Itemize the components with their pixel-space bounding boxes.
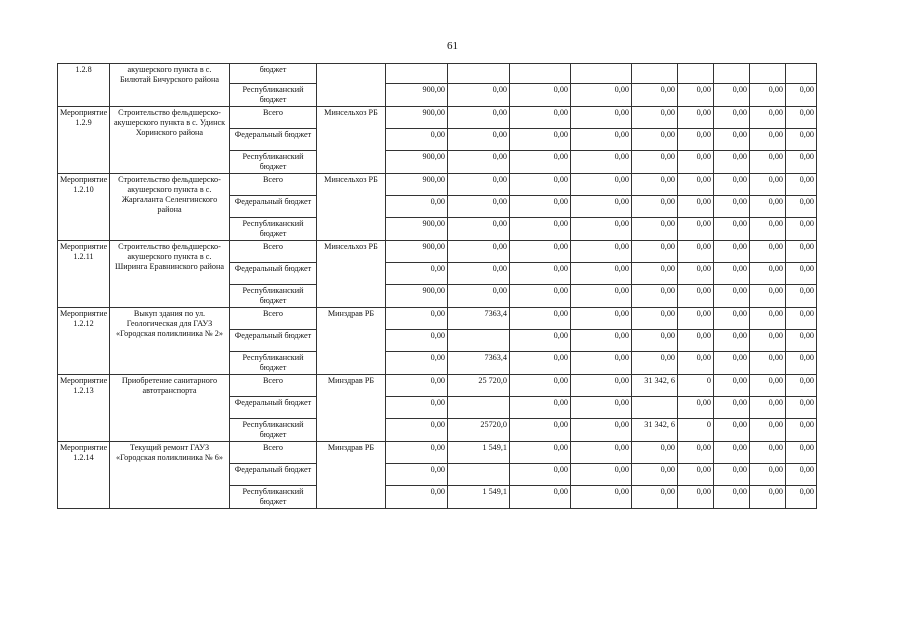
value-cell: 0,00 (510, 464, 571, 486)
value-cell: 0,00 (510, 330, 571, 352)
value-cell: 0,00 (632, 129, 678, 151)
value-cell: 0,00 (714, 107, 750, 129)
value-cell: 0,00 (750, 129, 786, 151)
value-cell (448, 464, 510, 486)
value-cell: 0,00 (714, 442, 750, 464)
measure-name-cell: Приобретение санитарного автотранспорта (110, 375, 230, 442)
value-cell: 0,00 (386, 129, 448, 151)
value-cell: 0,00 (714, 84, 750, 107)
value-cell: 0,00 (678, 84, 714, 107)
value-cell: 0,00 (448, 285, 510, 308)
funding-source-cell: Республиканский бюджет (230, 151, 317, 174)
value-cell: 900,00 (386, 218, 448, 241)
value-cell: 0,00 (678, 129, 714, 151)
funding-source-cell: бюджет (230, 64, 317, 84)
value-cell: 0,00 (510, 151, 571, 174)
table-body (58, 64, 817, 509)
value-cell: 0,00 (678, 352, 714, 375)
value-cell: 0,00 (510, 263, 571, 285)
value-cell: 25720,0 (448, 419, 510, 442)
value-cell: 0,00 (750, 174, 786, 196)
value-cell: 0,00 (448, 84, 510, 107)
value-cell: 0,00 (750, 330, 786, 352)
value-cell: 0,00 (571, 218, 632, 241)
value-cell: 0,00 (786, 107, 817, 129)
value-cell: 0,00 (714, 352, 750, 375)
table-row (58, 241, 817, 263)
value-cell (386, 64, 448, 84)
measure-id-cell: Мероприятие 1.2.12 (58, 308, 110, 375)
value-cell: 0,00 (786, 352, 817, 375)
measure-id-cell: Мероприятие 1.2.14 (58, 442, 110, 509)
value-cell: 0,00 (386, 486, 448, 509)
value-cell: 0,00 (510, 241, 571, 263)
value-cell: 0,00 (786, 464, 817, 486)
value-cell: 0,00 (786, 151, 817, 174)
value-cell: 0,00 (632, 196, 678, 218)
value-cell: 0,00 (386, 330, 448, 352)
value-cell: 0,00 (386, 442, 448, 464)
value-cell (571, 64, 632, 84)
value-cell: 0,00 (750, 263, 786, 285)
value-cell: 0,00 (571, 241, 632, 263)
value-cell: 0,00 (510, 174, 571, 196)
value-cell: 0,00 (750, 107, 786, 129)
value-cell: 0,00 (750, 486, 786, 509)
value-cell: 0,00 (448, 218, 510, 241)
value-cell: 0,00 (632, 151, 678, 174)
funding-source-cell: Всего (230, 375, 317, 397)
funding-source-cell: Всего (230, 308, 317, 330)
value-cell: 0,00 (510, 129, 571, 151)
value-cell: 0,00 (632, 107, 678, 129)
value-cell (632, 397, 678, 419)
value-cell: 0,00 (386, 263, 448, 285)
value-cell: 0,00 (448, 241, 510, 263)
value-cell: 0,00 (510, 107, 571, 129)
value-cell: 900,00 (386, 174, 448, 196)
funding-source-cell: Федеральный бюджет (230, 464, 317, 486)
value-cell: 0,00 (386, 419, 448, 442)
value-cell: 0,00 (571, 330, 632, 352)
value-cell: 0,00 (786, 442, 817, 464)
value-cell: 0,00 (510, 442, 571, 464)
value-cell: 0,00 (786, 330, 817, 352)
value-cell: 7363,4 (448, 352, 510, 375)
value-cell: 7363,4 (448, 308, 510, 330)
value-cell: 0,00 (571, 308, 632, 330)
measure-id-cell: 1.2.8 (58, 64, 110, 107)
value-cell: 0,00 (678, 218, 714, 241)
value-cell: 0,00 (571, 419, 632, 442)
value-cell: 0,00 (678, 464, 714, 486)
measure-name-cell: акушерского пункта в с. Билютай Бичурского района (110, 64, 230, 107)
value-cell: 0,00 (632, 241, 678, 263)
table-row (58, 375, 817, 397)
value-cell: 0,00 (632, 218, 678, 241)
value-cell: 0,00 (571, 352, 632, 375)
value-cell: 0,00 (714, 196, 750, 218)
value-cell: 900,00 (386, 84, 448, 107)
value-cell: 0,00 (571, 375, 632, 397)
value-cell: 0,00 (510, 352, 571, 375)
funding-source-cell: Всего (230, 442, 317, 464)
value-cell: 0,00 (632, 285, 678, 308)
table-row (58, 308, 817, 330)
value-cell: 0,00 (678, 285, 714, 308)
value-cell: 0,00 (678, 263, 714, 285)
value-cell: 0,00 (510, 397, 571, 419)
value-cell: 0,00 (386, 397, 448, 419)
value-cell: 0,00 (750, 352, 786, 375)
value-cell: 0,00 (571, 464, 632, 486)
value-cell (632, 64, 678, 84)
value-cell: 0,00 (714, 218, 750, 241)
funding-source-cell: Республиканский бюджет (230, 419, 317, 442)
value-cell (448, 64, 510, 84)
value-cell: 0,00 (786, 263, 817, 285)
value-cell: 0,00 (571, 263, 632, 285)
value-cell: 0,00 (714, 129, 750, 151)
value-cell: 0,00 (632, 442, 678, 464)
value-cell: 0,00 (714, 285, 750, 308)
value-cell: 0,00 (448, 129, 510, 151)
value-cell: 0,00 (714, 241, 750, 263)
value-cell: 0,00 (786, 486, 817, 509)
value-cell: 1 549,1 (448, 486, 510, 509)
executor-cell: Минсельхоз РБ (317, 107, 386, 174)
value-cell: 0,00 (714, 464, 750, 486)
value-cell: 0,00 (571, 397, 632, 419)
value-cell: 0,00 (678, 151, 714, 174)
value-cell: 0 (678, 419, 714, 442)
measure-name-cell: Строительство фельдшерско-акушерского пункта в с. Жаргаланта Селенгинского района (110, 174, 230, 241)
value-cell: 0,00 (678, 241, 714, 263)
value-cell: 0,00 (448, 107, 510, 129)
table-row (58, 174, 817, 196)
value-cell: 0,00 (786, 419, 817, 442)
funding-source-cell: Федеральный бюджет (230, 129, 317, 151)
value-cell: 0,00 (678, 308, 714, 330)
value-cell: 0,00 (386, 196, 448, 218)
value-cell: 900,00 (386, 241, 448, 263)
value-cell: 0,00 (510, 308, 571, 330)
funding-source-cell: Всего (230, 107, 317, 129)
value-cell: 900,00 (386, 107, 448, 129)
value-cell: 0,00 (786, 397, 817, 419)
funding-source-cell: Федеральный бюджет (230, 397, 317, 419)
value-cell: 0,00 (786, 308, 817, 330)
value-cell: 0,00 (750, 218, 786, 241)
value-cell: 0,00 (448, 196, 510, 218)
value-cell: 900,00 (386, 151, 448, 174)
value-cell: 0,00 (714, 330, 750, 352)
value-cell: 0,00 (786, 174, 817, 196)
funding-source-cell: Республиканский бюджет (230, 84, 317, 107)
measure-name-cell: Выкуп здания по ул. Геологическая для ГАУЗ «Городская поликлиника № 2» (110, 308, 230, 375)
value-cell: 0,00 (632, 308, 678, 330)
value-cell: 0,00 (510, 218, 571, 241)
value-cell: 0,00 (786, 218, 817, 241)
measure-id-cell: Мероприятие 1.2.13 (58, 375, 110, 442)
value-cell: 0,00 (571, 151, 632, 174)
measure-name-cell: Текущий ремонт ГАУЗ «Городская поликлиника № 6» (110, 442, 230, 509)
value-cell: 0,00 (571, 486, 632, 509)
value-cell: 900,00 (386, 285, 448, 308)
value-cell: 0,00 (632, 330, 678, 352)
value-cell: 0,00 (510, 375, 571, 397)
value-cell: 0,00 (714, 486, 750, 509)
value-cell: 0,00 (750, 308, 786, 330)
value-cell: 0,00 (571, 129, 632, 151)
value-cell: 0,00 (510, 419, 571, 442)
value-cell: 0,00 (571, 442, 632, 464)
value-cell: 0,00 (678, 330, 714, 352)
value-cell: 0,00 (632, 486, 678, 509)
value-cell: 0,00 (386, 375, 448, 397)
value-cell: 0,00 (750, 241, 786, 263)
executor-cell: Минздрав РБ (317, 308, 386, 375)
table-row (58, 64, 817, 84)
value-cell: 0,00 (786, 84, 817, 107)
measure-id-cell: Мероприятие 1.2.9 (58, 107, 110, 174)
value-cell: 0,00 (750, 285, 786, 308)
value-cell: 0,00 (510, 84, 571, 107)
value-cell (448, 397, 510, 419)
value-cell: 0,00 (678, 397, 714, 419)
value-cell: 0,00 (714, 375, 750, 397)
value-cell: 0,00 (750, 151, 786, 174)
measure-name-cell: Строительство фельдшерско-акушерского пункта в с. Ширинга Еравнинского района (110, 241, 230, 308)
value-cell: 0,00 (448, 263, 510, 285)
value-cell: 0,00 (750, 84, 786, 107)
table-row (58, 107, 817, 129)
executor-cell: Минсельхоз РБ (317, 174, 386, 241)
value-cell: 0,00 (750, 375, 786, 397)
value-cell: 0,00 (714, 419, 750, 442)
value-cell (714, 64, 750, 84)
value-cell: 0,00 (386, 308, 448, 330)
value-cell (750, 64, 786, 84)
value-cell: 0,00 (386, 464, 448, 486)
value-cell: 0,00 (714, 397, 750, 419)
value-cell: 0,00 (786, 129, 817, 151)
value-cell: 0,00 (714, 308, 750, 330)
value-cell: 31 342, 6 (632, 375, 678, 397)
page-number: 61 (447, 40, 458, 52)
value-cell: 0,00 (786, 196, 817, 218)
value-cell: 0 (678, 375, 714, 397)
value-cell: 0,00 (448, 151, 510, 174)
funding-source-cell: Всего (230, 241, 317, 263)
value-cell: 0,00 (678, 174, 714, 196)
measure-id-cell: Мероприятие 1.2.10 (58, 174, 110, 241)
value-cell: 0,00 (510, 196, 571, 218)
funding-source-cell: Республиканский бюджет (230, 486, 317, 509)
value-cell: 0,00 (632, 352, 678, 375)
value-cell: 0,00 (571, 107, 632, 129)
value-cell: 0,00 (714, 151, 750, 174)
value-cell: 0,00 (750, 397, 786, 419)
value-cell: 0,00 (678, 486, 714, 509)
funding-source-cell: Республиканский бюджет (230, 285, 317, 308)
value-cell: 0,00 (786, 375, 817, 397)
value-cell (786, 64, 817, 84)
funding-source-cell: Федеральный бюджет (230, 263, 317, 285)
value-cell: 0,00 (632, 464, 678, 486)
value-cell: 0,00 (750, 196, 786, 218)
measure-name-cell: Строительство фельдшерско-акушерского пункта в с. Удинск Хоринского района (110, 107, 230, 174)
value-cell (448, 330, 510, 352)
funding-source-cell: Федеральный бюджет (230, 196, 317, 218)
executor-cell: Минздрав РБ (317, 375, 386, 442)
value-cell: 0,00 (632, 263, 678, 285)
value-cell: 0,00 (510, 486, 571, 509)
value-cell: 0,00 (632, 84, 678, 107)
value-cell: 0,00 (571, 84, 632, 107)
value-cell: 0,00 (714, 174, 750, 196)
value-cell: 0,00 (678, 442, 714, 464)
value-cell: 0,00 (571, 285, 632, 308)
value-cell: 0,00 (448, 174, 510, 196)
value-cell: 0,00 (786, 241, 817, 263)
value-cell: 0,00 (714, 263, 750, 285)
funding-source-cell: Всего (230, 174, 317, 196)
value-cell (678, 64, 714, 84)
value-cell: 0,00 (750, 464, 786, 486)
value-cell: 1 549,1 (448, 442, 510, 464)
value-cell (510, 64, 571, 84)
value-cell: 0,00 (750, 419, 786, 442)
executor-cell (317, 64, 386, 107)
measure-id-cell: Мероприятие 1.2.11 (58, 241, 110, 308)
budget-table (57, 63, 817, 509)
value-cell: 0,00 (386, 352, 448, 375)
value-cell: 0,00 (786, 285, 817, 308)
value-cell: 0,00 (571, 174, 632, 196)
value-cell: 31 342, 6 (632, 419, 678, 442)
value-cell: 0,00 (510, 285, 571, 308)
funding-source-cell: Федеральный бюджет (230, 330, 317, 352)
executor-cell: Минздрав РБ (317, 442, 386, 509)
value-cell: 0,00 (750, 442, 786, 464)
value-cell: 0,00 (571, 196, 632, 218)
value-cell: 25 720,0 (448, 375, 510, 397)
value-cell: 0,00 (678, 196, 714, 218)
funding-source-cell: Республиканский бюджет (230, 352, 317, 375)
executor-cell: Минсельхоз РБ (317, 241, 386, 308)
table-row (58, 442, 817, 464)
value-cell: 0,00 (678, 107, 714, 129)
value-cell: 0,00 (632, 174, 678, 196)
funding-source-cell: Республиканский бюджет (230, 218, 317, 241)
